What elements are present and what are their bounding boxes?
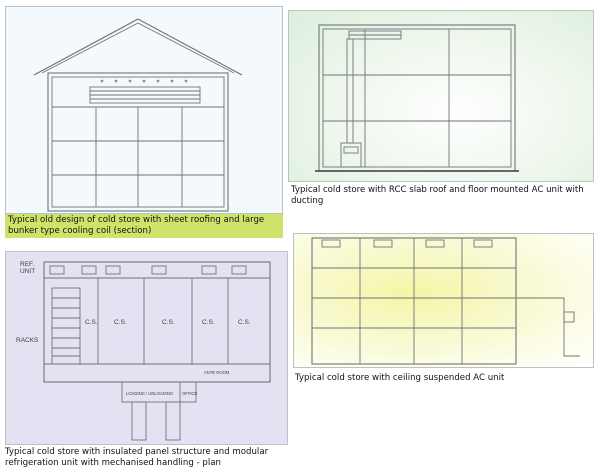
caption-ceiling-ac: Typical cold store with ceiling suspended AC unit xyxy=(295,373,505,383)
caption-rcc-slab: Typical cold store with RCC slab roof and floor mounted AC unit with ducting xyxy=(291,185,584,206)
plan-label-loading: LOADING / UNLOADING xyxy=(126,391,174,396)
ceiling-ac-drawing xyxy=(294,234,594,368)
panel-plan xyxy=(5,251,288,445)
caption-sheet-roof: Typical old design of cold store with sheet roofing and large bunker type cooling coil (section) xyxy=(5,214,283,238)
plan-label-chamber-2: C.S. xyxy=(114,319,127,326)
plan-label-office: OFFICE xyxy=(182,391,198,396)
panel-sheet-roof xyxy=(5,6,283,214)
plan-label-ref-unit-1: REF. xyxy=(20,261,35,268)
panel-rcc-slab xyxy=(288,10,594,182)
plan-label-chamber-3: C.S. xyxy=(162,319,175,326)
panel-ceiling-ac xyxy=(293,233,594,368)
sheet-roof-drawing xyxy=(6,7,283,214)
rcc-slab-drawing xyxy=(289,11,594,182)
plan-label-chamber-1: C.S. xyxy=(85,319,98,326)
plan-label-chamber-4: C.S. xyxy=(202,319,215,326)
plan-label-chamber-5: C.S. xyxy=(238,319,251,326)
plan-label-racks: RACKS xyxy=(16,337,39,344)
caption-plan: Typical cold store with insulated panel structure and modular refrigeration unit with mechanised handling - plan xyxy=(5,447,269,468)
plan-label-ref-unit-2: UNIT xyxy=(20,268,36,275)
plan-label-ante-room: ANTE ROOM xyxy=(204,370,230,375)
plan-drawing xyxy=(6,252,288,445)
